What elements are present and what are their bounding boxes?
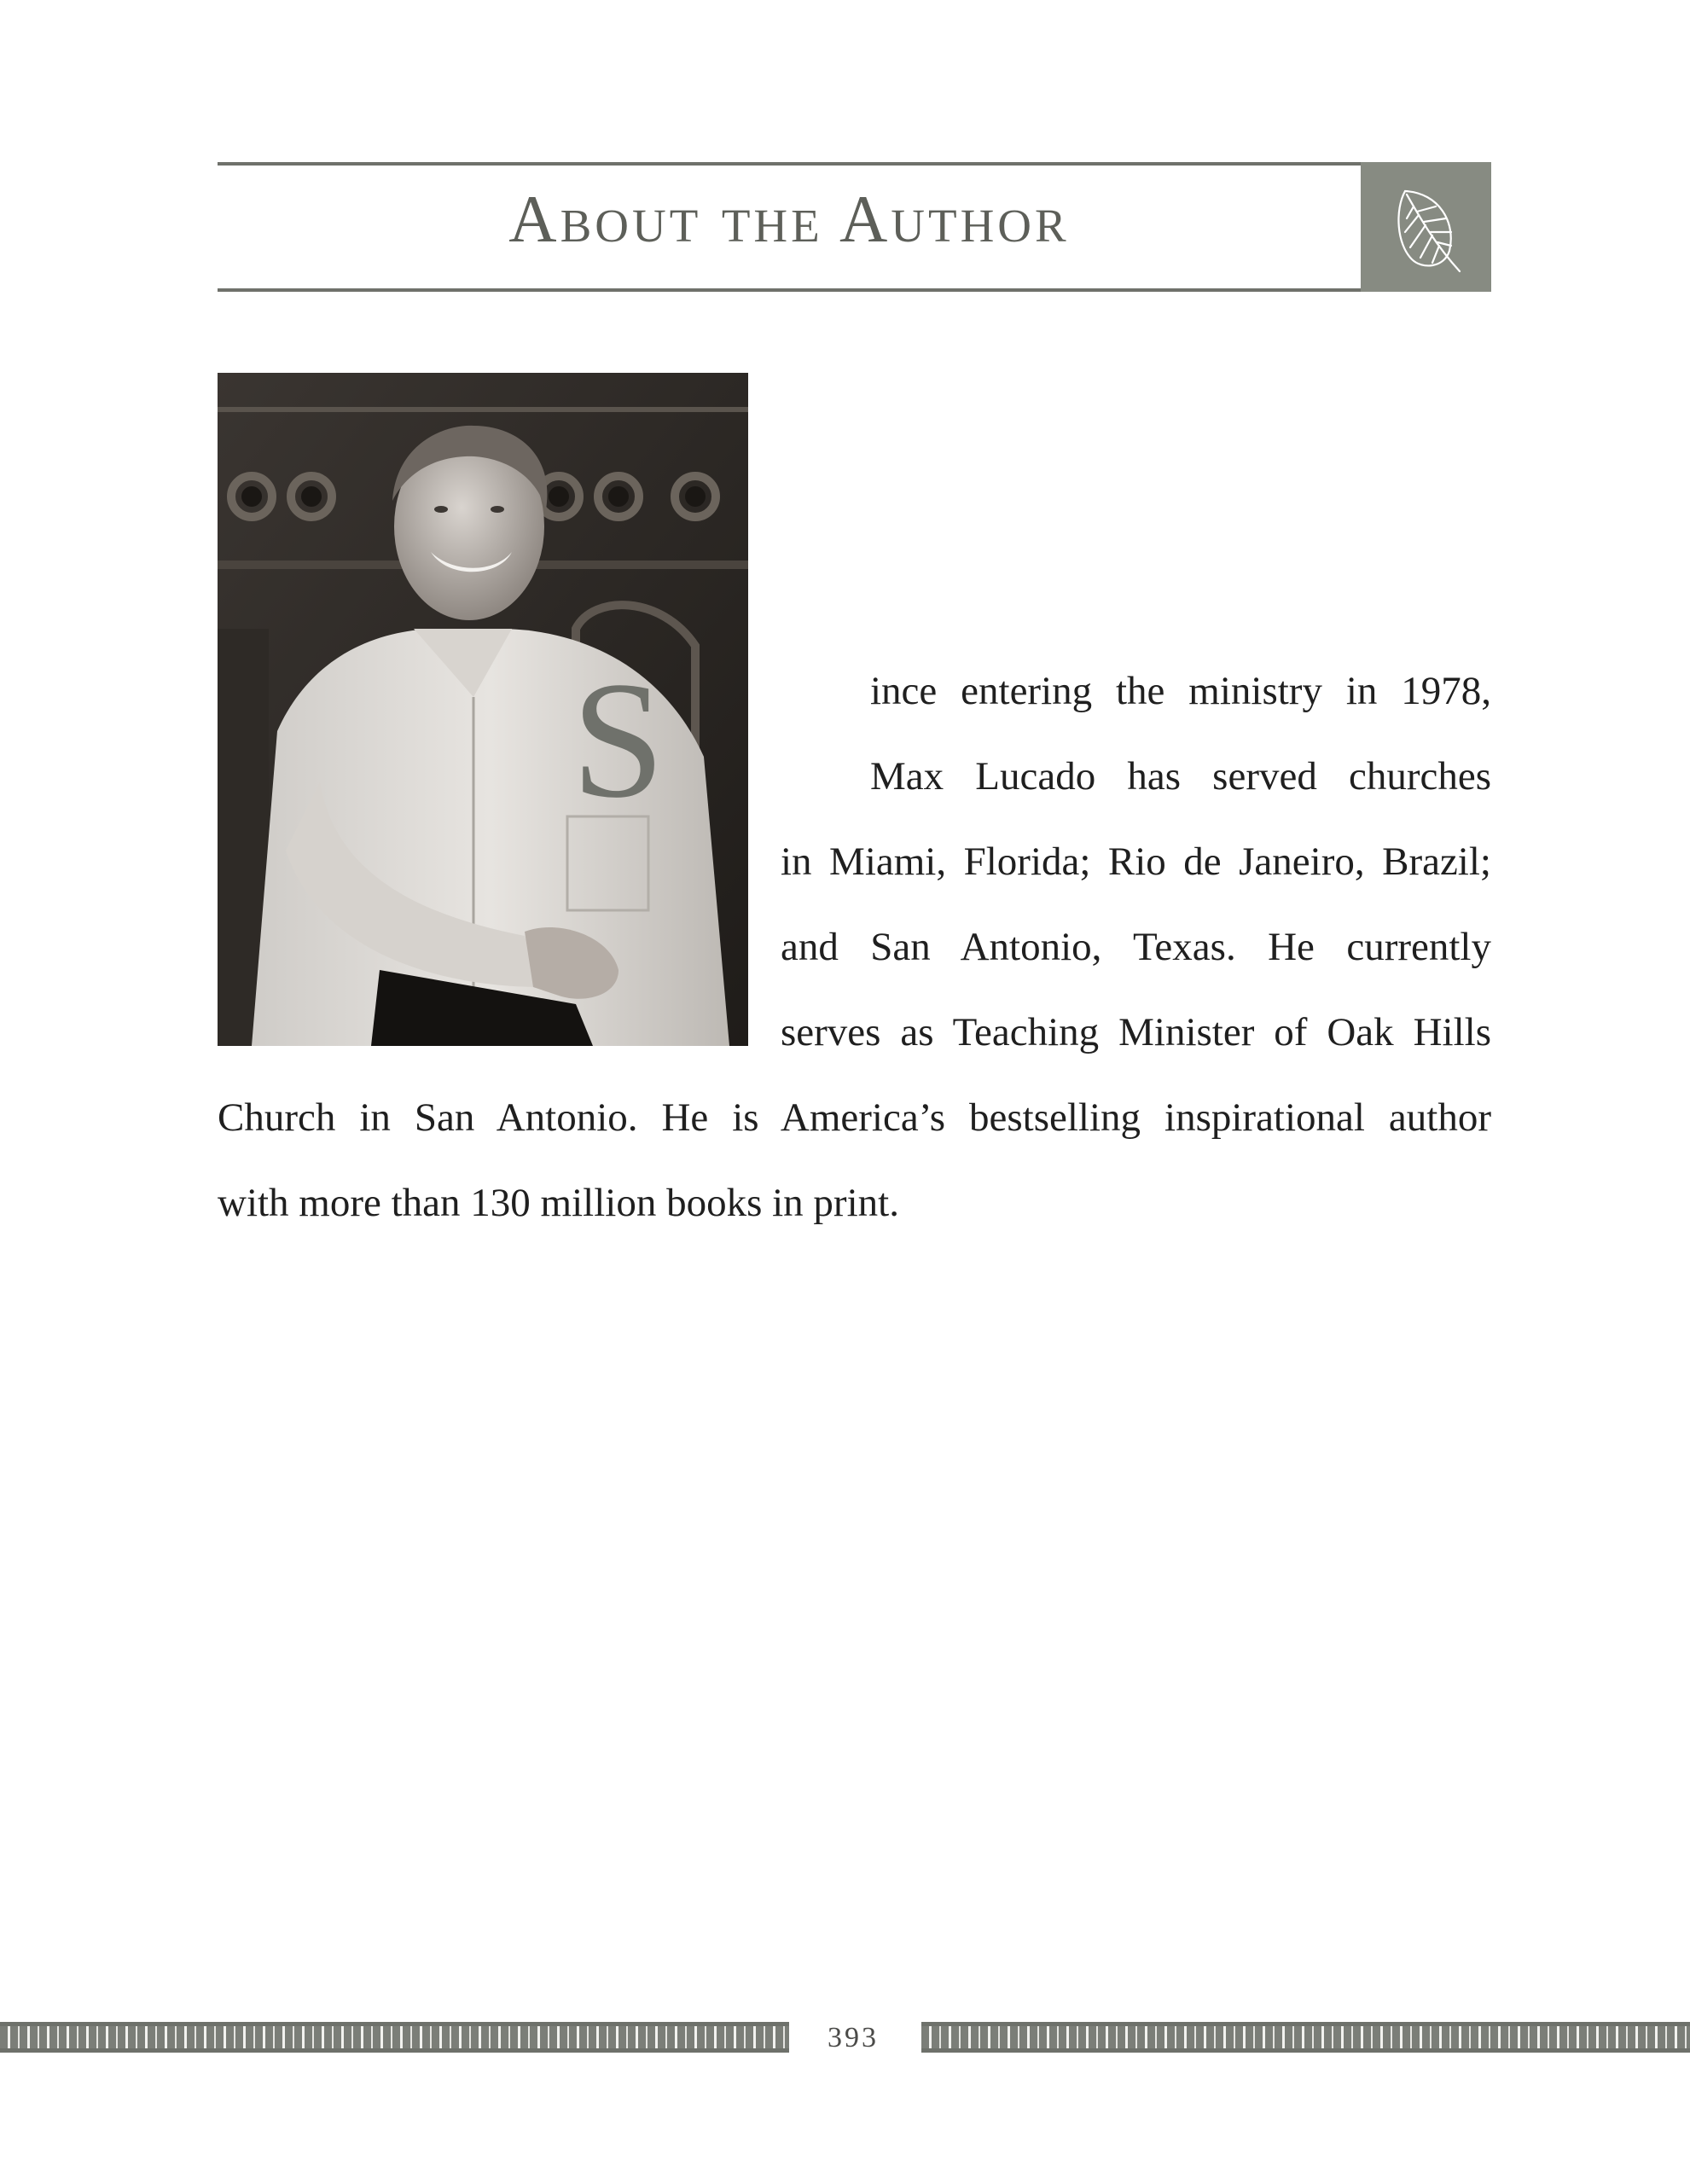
bio-line: ince entering the ministry in 1978, <box>870 669 1491 713</box>
leaf-icon <box>1388 176 1465 278</box>
header-bottom-rule <box>218 288 1361 292</box>
bio-line: Max Lucado has served churches <box>870 754 1491 799</box>
bio-line: and San Antonio, Texas. He currently <box>781 925 1491 969</box>
page-number: 393 <box>828 2022 879 2053</box>
bio-line: with more than 130 million books in print. <box>218 1181 899 1225</box>
header-top-rule <box>218 162 1361 166</box>
decorative-border-left <box>0 2022 789 2053</box>
page-footer <box>0 2018 1690 2058</box>
section-header <box>218 162 1491 292</box>
bio-line: Church in San Antonio. He is America’s bestselling inspirational author <box>218 1095 1491 1140</box>
page-title: About the Author <box>508 182 1070 256</box>
bio-line: serves as Teaching Minister of Oak Hills <box>781 1010 1491 1054</box>
author-photo-illustration <box>218 373 748 1046</box>
bio-line: in Miami, Florida; Rio de Janeiro, Brazil; <box>781 839 1491 884</box>
drop-cap: S <box>572 648 665 833</box>
leaf-badge <box>1361 162 1491 292</box>
author-photo <box>218 373 748 1046</box>
decorative-border-right <box>921 2022 1690 2053</box>
